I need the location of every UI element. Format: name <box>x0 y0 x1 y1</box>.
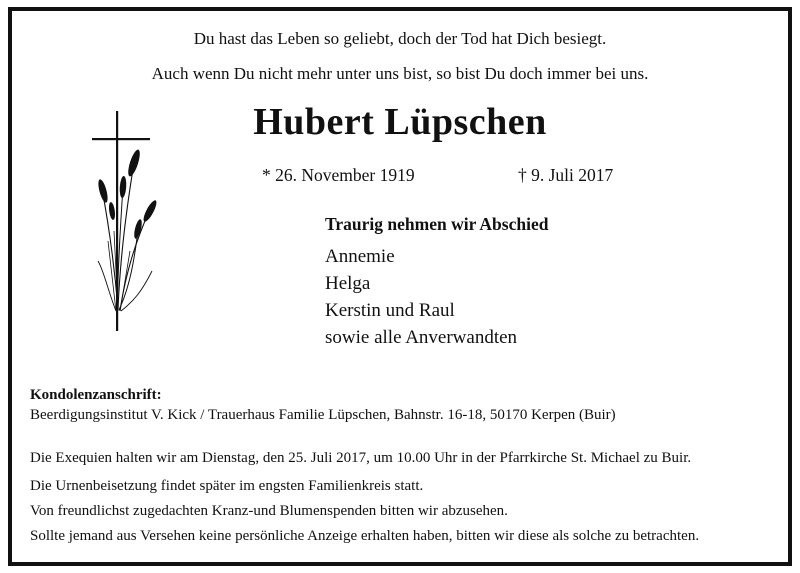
obituary-notice <box>8 7 792 566</box>
mourner-name: Helga <box>325 273 371 294</box>
verse-line-2: Auch wenn Du nicht mehr unter uns bist, so bist Du doch immer bei uns. <box>151 64 649 83</box>
notice-urn-burial: Die Urnenbeisetzung findet später im engsten Familienkreis statt. <box>30 478 424 494</box>
cross-with-wheat-icon <box>90 111 162 333</box>
deceased-name: Hubert Lüpschen <box>253 101 547 143</box>
verse-line-1: Du hast das Leben so geliebt, doch der Tod hat Dich besiegt. <box>193 29 607 48</box>
notice-donations: Von freundlichst zugedachten Kranz-und Blumenspenden bitten wir abzusehen. <box>30 503 508 519</box>
condolence-address: Beerdigungsinstitut V. Kick / Trauerhaus Familie Lüpschen, Bahnstr. 16-18, 50170 Kerpen (Buir) <box>30 407 616 423</box>
mourner-name: sowie alle Anverwandten <box>325 327 518 348</box>
death-date: † 9. Juli 2017 <box>518 165 614 185</box>
mourner-name: Annemie <box>325 246 395 267</box>
notice-exequies: Die Exequien halten wir am Dienstag, den 25. Juli 2017, um 10.00 Uhr in der Pfarrkirche St. Michael zu Buir. <box>30 450 692 466</box>
birth-date: * 26. November 1919 <box>262 165 415 185</box>
notice-announcement: Sollte jemand aus Versehen keine persönliche Anzeige erhalten haben, bitten wir diese als solche zu betrachten. <box>30 528 700 544</box>
mourners-heading: Traurig nehmen wir Abschied <box>325 214 549 234</box>
condolence-heading: Kondolenzanschrift: <box>30 387 162 403</box>
mourner-name: Kerstin und Raul <box>325 300 455 321</box>
